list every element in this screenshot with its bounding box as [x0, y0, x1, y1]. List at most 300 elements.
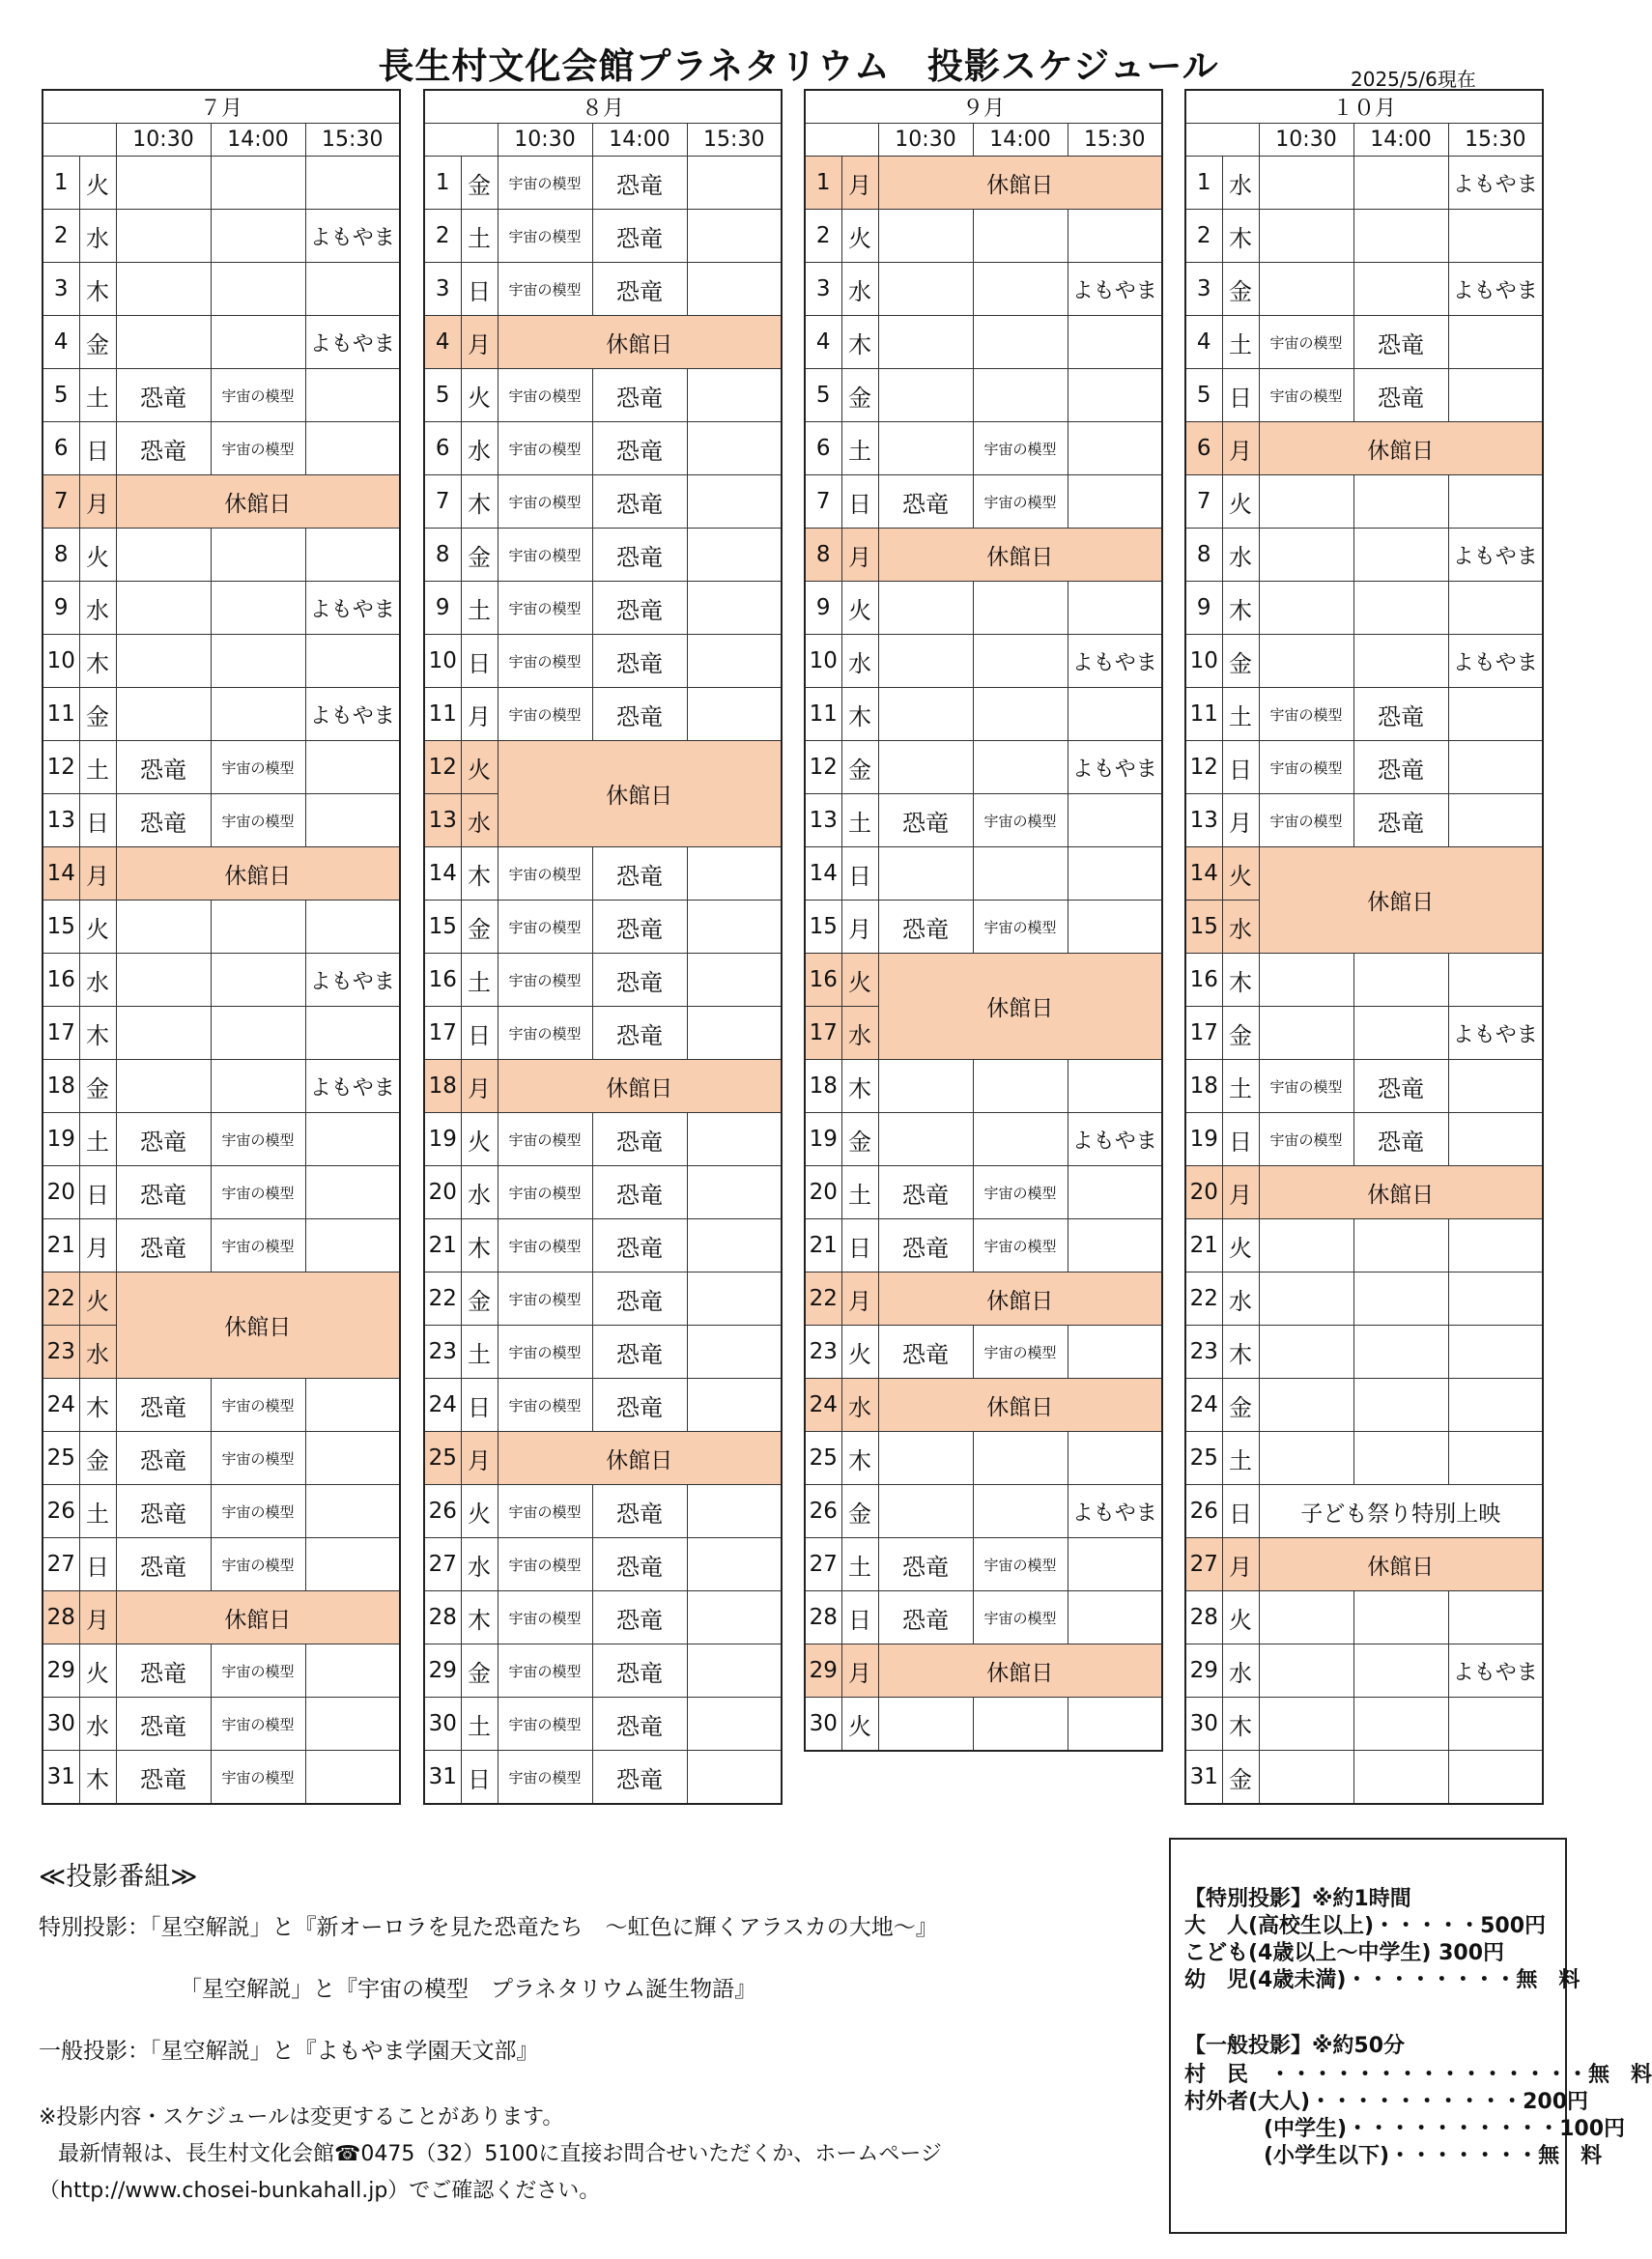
- day-of-week: 木: [79, 1379, 116, 1432]
- day-of-week: 水: [79, 582, 116, 635]
- day-row: [43, 157, 400, 210]
- day-row: [1185, 582, 1543, 635]
- day-of-week: 土: [841, 794, 878, 847]
- show-cell: [1353, 1007, 1448, 1060]
- show-cell: [1448, 1379, 1543, 1432]
- day-number: 12: [805, 741, 841, 794]
- day-row: [43, 954, 400, 1007]
- show-cell: 恐竜: [592, 635, 687, 688]
- day-row: [1185, 1166, 1543, 1219]
- show-cell: 恐竜: [116, 794, 211, 847]
- show-cell: [1068, 1166, 1162, 1219]
- day-row: [1185, 1751, 1543, 1805]
- day-of-week: 月: [461, 1432, 498, 1485]
- day-row: [43, 422, 400, 475]
- month-table-september: [804, 89, 1163, 1752]
- day-number: 13: [805, 794, 841, 847]
- show-cell: 恐竜: [592, 210, 687, 263]
- day-number: 11: [1185, 688, 1222, 741]
- month-label: ９月: [805, 90, 1162, 124]
- show-cell: 恐竜: [116, 422, 211, 475]
- show-cell: 恐竜: [592, 1644, 687, 1698]
- show-cell: 宇宙の模型: [211, 422, 305, 475]
- day-number: 24: [805, 1379, 841, 1432]
- closed-day-cell: 休館日: [498, 1432, 782, 1485]
- day-number: 21: [805, 1219, 841, 1272]
- day-number: 25: [805, 1432, 841, 1485]
- day-number: 29: [805, 1644, 841, 1698]
- show-cell: よもやま: [1068, 263, 1162, 316]
- show-cell: 恐竜: [592, 582, 687, 635]
- day-number: 5: [805, 369, 841, 422]
- day-of-week: 火: [79, 901, 116, 954]
- day-of-week: 金: [461, 529, 498, 582]
- day-number: 3: [424, 263, 461, 316]
- day-number: 4: [805, 316, 841, 369]
- day-number: 12: [424, 741, 461, 794]
- day-of-week: 水: [79, 210, 116, 263]
- fee-general-adult: 村外者(大人)・・・・・・・・・・200円: [1184, 2090, 1589, 2114]
- day-row: [43, 210, 400, 263]
- day-number: 10: [1185, 635, 1222, 688]
- day-number: 15: [805, 901, 841, 954]
- day-number: 17: [43, 1007, 79, 1060]
- day-of-week: 月: [461, 1060, 498, 1113]
- day-number: 22: [805, 1272, 841, 1326]
- time-header: 15:30: [305, 124, 400, 157]
- day-number: 24: [424, 1379, 461, 1432]
- day-row: [43, 635, 400, 688]
- day-of-week: 火: [79, 157, 116, 210]
- day-of-week: 日: [461, 1379, 498, 1432]
- show-cell: [1259, 529, 1353, 582]
- show-cell: [1068, 901, 1162, 954]
- day-of-week: 月: [841, 901, 878, 954]
- show-cell: [1259, 1751, 1353, 1805]
- show-cell: [1448, 954, 1543, 1007]
- show-cell: 宇宙の模型: [211, 741, 305, 794]
- show-cell: [1353, 1751, 1448, 1805]
- show-cell: 宇宙の模型: [498, 954, 592, 1007]
- day-row: [805, 263, 1162, 316]
- show-cell: [687, 1751, 782, 1805]
- day-number: 16: [805, 954, 841, 1007]
- show-cell: 宇宙の模型: [498, 369, 592, 422]
- show-cell: 恐竜: [592, 263, 687, 316]
- show-cell: [973, 1698, 1068, 1752]
- show-cell: 宇宙の模型: [211, 369, 305, 422]
- day-number: 20: [424, 1166, 461, 1219]
- show-cell: [211, 582, 305, 635]
- day-of-week: 土: [1222, 1060, 1259, 1113]
- day-number: 1: [424, 157, 461, 210]
- show-cell: よもやま: [1068, 1113, 1162, 1166]
- show-cell: [973, 688, 1068, 741]
- show-cell: [687, 210, 782, 263]
- day-of-week: 日: [79, 422, 116, 475]
- show-cell: [687, 954, 782, 1007]
- show-cell: 宇宙の模型: [211, 794, 305, 847]
- show-cell: 恐竜: [592, 1538, 687, 1591]
- show-cell: [687, 1166, 782, 1219]
- show-cell: 宇宙の模型: [1259, 316, 1353, 369]
- day-number: 15: [43, 901, 79, 954]
- show-cell: [687, 901, 782, 954]
- show-cell: [211, 688, 305, 741]
- day-of-week: 木: [1222, 210, 1259, 263]
- day-of-week: 木: [461, 1591, 498, 1644]
- day-number: 10: [805, 635, 841, 688]
- show-cell: 宇宙の模型: [1259, 1113, 1353, 1166]
- day-row: [43, 529, 400, 582]
- time-header: 10:30: [116, 124, 211, 157]
- day-of-week: 金: [841, 1113, 878, 1166]
- show-cell: 宇宙の模型: [211, 1644, 305, 1698]
- show-cell: [687, 688, 782, 741]
- day-of-week: 水: [1222, 901, 1259, 954]
- day-row: [43, 369, 400, 422]
- show-cell: [1068, 1432, 1162, 1485]
- closed-day-cell: 休館日: [1259, 1166, 1543, 1219]
- show-cell: 宇宙の模型: [498, 157, 592, 210]
- day-row: [1185, 210, 1543, 263]
- day-number: 31: [1185, 1751, 1222, 1805]
- show-cell: [1259, 210, 1353, 263]
- time-header-blank: [43, 124, 116, 157]
- show-cell: [687, 1007, 782, 1060]
- day-row: [805, 316, 1162, 369]
- day-row: [805, 1379, 1162, 1432]
- time-header-blank: [805, 124, 878, 157]
- month-table-august: [423, 89, 783, 1805]
- day-row: [43, 847, 400, 901]
- show-cell: 宇宙の模型: [498, 847, 592, 901]
- day-of-week: 土: [79, 1113, 116, 1166]
- show-cell: 宇宙の模型: [211, 1432, 305, 1485]
- day-number: 20: [1185, 1166, 1222, 1219]
- fee-general-elementary: (小学生以下)・・・・・・・無 料: [1264, 2144, 1603, 2168]
- day-of-week: 水: [1222, 157, 1259, 210]
- show-cell: [973, 1432, 1068, 1485]
- show-cell: 宇宙の模型: [211, 1751, 305, 1805]
- show-cell: 宇宙の模型: [973, 1591, 1068, 1644]
- show-cell: 宇宙の模型: [498, 1272, 592, 1326]
- show-cell: [1068, 210, 1162, 263]
- day-row: [1185, 1698, 1543, 1751]
- time-header: 15:30: [687, 124, 782, 157]
- day-row: [43, 741, 400, 794]
- day-number: 14: [424, 847, 461, 901]
- day-row: [805, 1432, 1162, 1485]
- day-number: 10: [424, 635, 461, 688]
- day-of-week: 金: [461, 901, 498, 954]
- day-row: [424, 741, 782, 794]
- show-cell: [878, 582, 973, 635]
- show-cell: [878, 741, 973, 794]
- day-of-week: 土: [461, 954, 498, 1007]
- fee-special-infant: 幼 児(4歳未満)・・・・・・・・無 料: [1184, 1968, 1581, 1992]
- day-row: [805, 1219, 1162, 1272]
- show-cell: [211, 157, 305, 210]
- day-of-week: 金: [461, 1644, 498, 1698]
- day-row: [424, 369, 782, 422]
- day-number: 8: [424, 529, 461, 582]
- day-row: [1185, 157, 1543, 210]
- day-of-week: 木: [79, 635, 116, 688]
- day-number: 18: [1185, 1060, 1222, 1113]
- show-cell: [1448, 369, 1543, 422]
- day-row: [424, 475, 782, 529]
- closed-day-cell: 休館日: [116, 475, 400, 529]
- show-cell: 恐竜: [116, 1644, 211, 1698]
- show-cell: 宇宙の模型: [1259, 794, 1353, 847]
- day-row: [424, 1591, 782, 1644]
- show-cell: [1259, 635, 1353, 688]
- show-cell: [1068, 847, 1162, 901]
- show-cell: よもやま: [305, 316, 400, 369]
- day-number: 21: [43, 1219, 79, 1272]
- show-cell: [878, 688, 973, 741]
- day-number: 6: [1185, 422, 1222, 475]
- day-of-week: 日: [79, 794, 116, 847]
- day-number: 17: [1185, 1007, 1222, 1060]
- closed-day-cell: 休館日: [1259, 847, 1543, 954]
- show-cell: [305, 369, 400, 422]
- month-table-october: [1184, 89, 1544, 1805]
- schedule-table: [804, 89, 1163, 1752]
- show-cell: [687, 1644, 782, 1698]
- day-row: [43, 1007, 400, 1060]
- show-cell: 宇宙の模型: [211, 1379, 305, 1432]
- day-number: 8: [43, 529, 79, 582]
- show-cell: [687, 1379, 782, 1432]
- show-cell: [305, 529, 400, 582]
- day-of-week: 日: [1222, 741, 1259, 794]
- show-cell: [878, 316, 973, 369]
- schedule-table: [1184, 89, 1544, 1805]
- day-of-week: 火: [841, 210, 878, 263]
- show-cell: [305, 1751, 400, 1805]
- show-cell: [305, 741, 400, 794]
- show-cell: [1259, 1644, 1353, 1698]
- day-of-week: 金: [79, 316, 116, 369]
- closed-day-cell: 休館日: [878, 1379, 1162, 1432]
- day-number: 16: [1185, 954, 1222, 1007]
- show-cell: [116, 635, 211, 688]
- day-of-week: 木: [79, 1007, 116, 1060]
- day-of-week: 土: [79, 369, 116, 422]
- show-cell: 宇宙の模型: [211, 1485, 305, 1538]
- day-number: 27: [805, 1538, 841, 1591]
- page-title: 長生村文化会館プラネタリウム 投影スケジュール: [378, 45, 1219, 87]
- special-program-line-1: 特別投影：「星空解説」と『新オーロラを見た恐竜たち ～虹色に輝くアラスカの大地～』: [39, 1915, 938, 1940]
- show-cell: 恐竜: [878, 901, 973, 954]
- day-row: [805, 1326, 1162, 1379]
- show-cell: [1068, 369, 1162, 422]
- show-cell: [1259, 263, 1353, 316]
- day-number: 14: [43, 847, 79, 901]
- day-of-week: 水: [841, 263, 878, 316]
- show-cell: [687, 157, 782, 210]
- schedule-table: [423, 89, 783, 1805]
- show-cell: [1448, 1432, 1543, 1485]
- show-cell: 恐竜: [116, 1219, 211, 1272]
- day-row: [43, 1644, 400, 1698]
- programs-heading: ≪投影番組≫: [39, 1862, 198, 1892]
- show-cell: [687, 1591, 782, 1644]
- day-number: 25: [424, 1432, 461, 1485]
- day-number: 30: [43, 1698, 79, 1751]
- show-cell: 宇宙の模型: [498, 475, 592, 529]
- show-cell: [1259, 1007, 1353, 1060]
- day-number: 14: [805, 847, 841, 901]
- day-row: [805, 529, 1162, 582]
- special-event-cell: 子ども祭り特別上映: [1259, 1485, 1543, 1538]
- day-number: 5: [424, 369, 461, 422]
- day-number: 3: [43, 263, 79, 316]
- day-row: [805, 794, 1162, 847]
- show-cell: [305, 794, 400, 847]
- day-row: [1185, 1060, 1543, 1113]
- day-number: 20: [43, 1166, 79, 1219]
- show-cell: [1353, 635, 1448, 688]
- day-number: 26: [43, 1485, 79, 1538]
- day-number: 2: [805, 210, 841, 263]
- day-row: [805, 157, 1162, 210]
- day-of-week: 日: [841, 475, 878, 529]
- day-number: 18: [805, 1060, 841, 1113]
- day-row: [805, 1166, 1162, 1219]
- day-row: [424, 954, 782, 1007]
- day-row: [1185, 1272, 1543, 1326]
- show-cell: 宇宙の模型: [973, 1538, 1068, 1591]
- show-cell: [305, 1432, 400, 1485]
- show-cell: 恐竜: [592, 1591, 687, 1644]
- show-cell: 宇宙の模型: [498, 635, 592, 688]
- show-cell: 恐竜: [592, 1379, 687, 1432]
- closed-day-cell: 休館日: [116, 847, 400, 901]
- day-of-week: 木: [1222, 1326, 1259, 1379]
- day-row: [805, 1113, 1162, 1166]
- show-cell: [1259, 475, 1353, 529]
- day-of-week: 土: [841, 1166, 878, 1219]
- show-cell: [687, 635, 782, 688]
- show-cell: [878, 1432, 973, 1485]
- as-of-date: 2025/5/6現在: [1351, 68, 1476, 91]
- day-of-week: 火: [841, 1326, 878, 1379]
- day-of-week: 金: [1222, 635, 1259, 688]
- day-of-week: 水: [79, 1698, 116, 1751]
- day-row: [424, 1113, 782, 1166]
- show-cell: [1068, 582, 1162, 635]
- day-of-week: 火: [461, 1113, 498, 1166]
- general-program-line: 一般投影：「星空解説」と『よもやま学園天文部』: [39, 2039, 539, 2064]
- show-cell: [305, 1007, 400, 1060]
- day-of-week: 日: [461, 1751, 498, 1805]
- show-cell: [878, 1060, 973, 1113]
- day-row: [805, 741, 1162, 794]
- closed-day-cell: 休館日: [878, 529, 1162, 582]
- show-cell: [1353, 1644, 1448, 1698]
- day-of-week: 土: [461, 1698, 498, 1751]
- day-number: 24: [1185, 1379, 1222, 1432]
- day-of-week: 月: [841, 1644, 878, 1698]
- day-row: [43, 1166, 400, 1219]
- day-number: 18: [424, 1060, 461, 1113]
- show-cell: 宇宙の模型: [498, 1113, 592, 1166]
- show-cell: 宇宙の模型: [498, 1007, 592, 1060]
- day-of-week: 土: [1222, 316, 1259, 369]
- show-cell: よもやま: [1068, 1485, 1162, 1538]
- day-of-week: 火: [461, 1485, 498, 1538]
- day-of-week: 土: [79, 1485, 116, 1538]
- show-cell: [1068, 422, 1162, 475]
- show-cell: [1353, 1219, 1448, 1272]
- day-number: 3: [1185, 263, 1222, 316]
- day-number: 1: [805, 157, 841, 210]
- day-number: 13: [43, 794, 79, 847]
- show-cell: よもやま: [1448, 1007, 1543, 1060]
- show-cell: [305, 157, 400, 210]
- day-number: 19: [1185, 1113, 1222, 1166]
- day-row: [424, 582, 782, 635]
- month-label: １０月: [1185, 90, 1543, 124]
- show-cell: 宇宙の模型: [498, 210, 592, 263]
- show-cell: [1353, 475, 1448, 529]
- day-of-week: 日: [1222, 1113, 1259, 1166]
- show-cell: [1448, 1698, 1543, 1751]
- show-cell: [687, 369, 782, 422]
- show-cell: [211, 1060, 305, 1113]
- day-row: [1185, 369, 1543, 422]
- day-row: [1185, 741, 1543, 794]
- show-cell: 宇宙の模型: [498, 1485, 592, 1538]
- show-cell: よもやま: [1448, 1644, 1543, 1698]
- show-cell: [687, 1485, 782, 1538]
- show-cell: 恐竜: [592, 688, 687, 741]
- show-cell: [687, 475, 782, 529]
- day-of-week: 日: [461, 1007, 498, 1060]
- show-cell: [973, 847, 1068, 901]
- day-of-week: 火: [1222, 1591, 1259, 1644]
- show-cell: 恐竜: [116, 1379, 211, 1432]
- show-cell: 宇宙の模型: [1259, 688, 1353, 741]
- day-number: 16: [43, 954, 79, 1007]
- show-cell: 宇宙の模型: [498, 1644, 592, 1698]
- day-of-week: 木: [841, 316, 878, 369]
- show-cell: 恐竜: [878, 1166, 973, 1219]
- day-row: [424, 901, 782, 954]
- day-of-week: 金: [841, 1485, 878, 1538]
- day-row: [424, 529, 782, 582]
- day-row: [43, 1698, 400, 1751]
- day-row: [43, 1219, 400, 1272]
- show-cell: 恐竜: [592, 1272, 687, 1326]
- notice-change: ※投影内容・スケジュールは変更することがあります。: [39, 2105, 564, 2130]
- day-of-week: 木: [1222, 1698, 1259, 1751]
- show-cell: [211, 954, 305, 1007]
- show-cell: [305, 1538, 400, 1591]
- show-cell: [1068, 688, 1162, 741]
- show-cell: 恐竜: [592, 475, 687, 529]
- day-of-week: 金: [1222, 1007, 1259, 1060]
- day-of-week: 金: [79, 1432, 116, 1485]
- show-cell: [1259, 1698, 1353, 1751]
- day-of-week: 月: [841, 157, 878, 210]
- time-header: 10:30: [498, 124, 592, 157]
- day-number: 13: [424, 794, 461, 847]
- day-row: [43, 263, 400, 316]
